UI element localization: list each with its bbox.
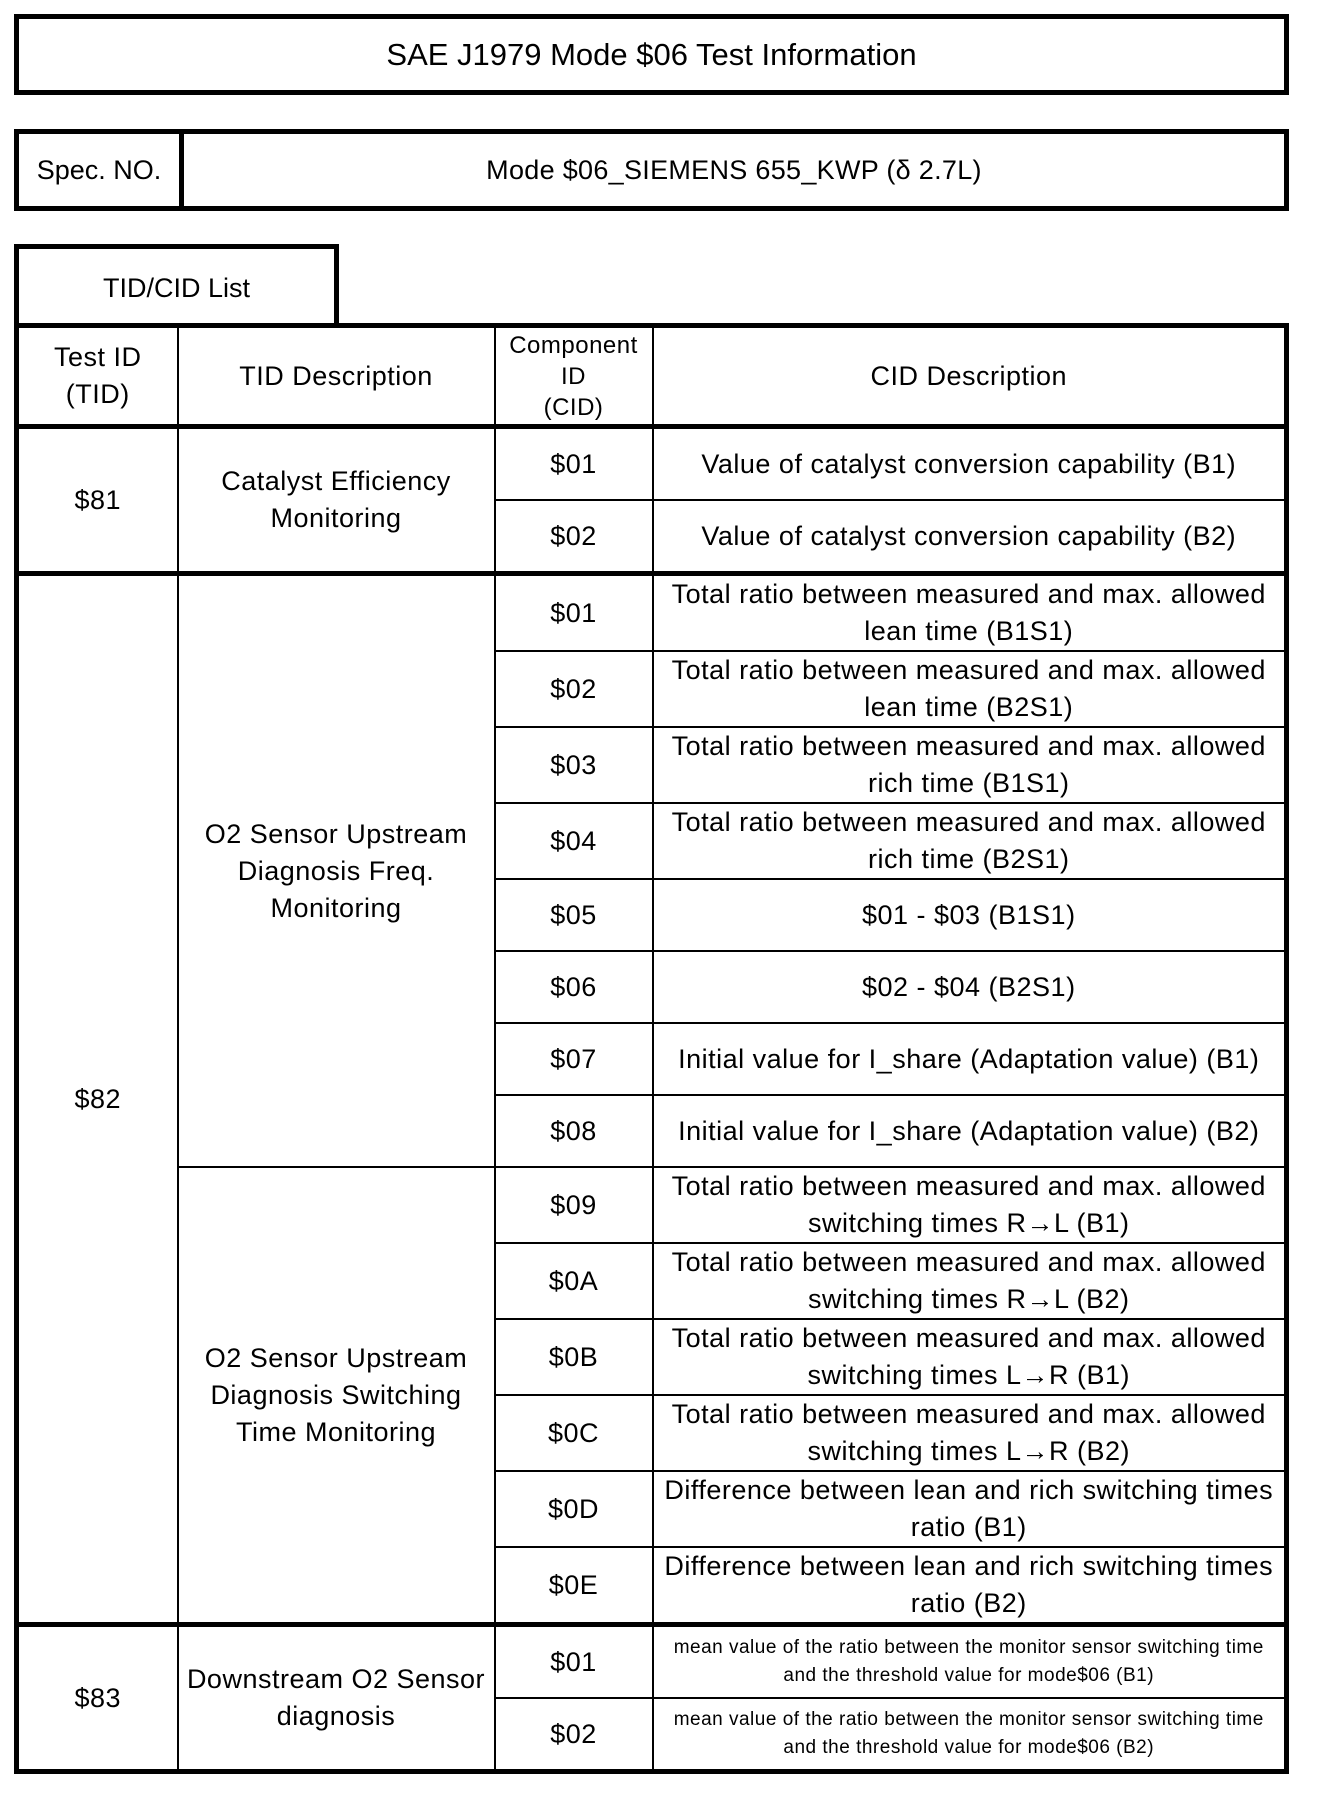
cid-description-cell: Total ratio between measured and max. allowed rich time (B1S1) bbox=[653, 727, 1287, 803]
header-cid: Component ID (CID) bbox=[495, 326, 653, 427]
cid-cell: $0D bbox=[495, 1471, 653, 1547]
cid-cell: $06 bbox=[495, 951, 653, 1023]
cid-description-cell: $02 - $04 (B2S1) bbox=[653, 951, 1287, 1023]
cid-description-cell: Initial value for I_share (Adaptation value) (B2) bbox=[653, 1095, 1287, 1167]
cid-cell: $01 bbox=[495, 427, 653, 501]
cid-cell: $05 bbox=[495, 879, 653, 951]
tid-cid-list-tab: TID/CID List bbox=[14, 244, 339, 328]
cid-description-cell: Total ratio between measured and max. allowed switching times R→L (B2) bbox=[653, 1243, 1287, 1319]
tid-cell: $83 bbox=[17, 1625, 178, 1772]
cid-description-cell: mean value of the ratio between the monitor sensor switching time and the threshold value for mode$06 (B1) bbox=[653, 1625, 1287, 1699]
cid-description-cell: Total ratio between measured and max. allowed rich time (B2S1) bbox=[653, 803, 1287, 879]
header-row bbox=[17, 326, 1287, 427]
header-cid-description: CID Description bbox=[653, 326, 1287, 427]
cid-description-cell: Total ratio between measured and max. allowed lean time (B2S1) bbox=[653, 651, 1287, 727]
cid-description-cell: Initial value for I_share (Adaptation value) (B1) bbox=[653, 1023, 1287, 1095]
spec-number-box bbox=[14, 129, 1289, 211]
cid-cell: $02 bbox=[495, 1698, 653, 1772]
cid-cell: $02 bbox=[495, 651, 653, 727]
cid-description-cell: Total ratio between measured and max. allowed switching times L→R (B2) bbox=[653, 1395, 1287, 1471]
table-row bbox=[17, 1625, 1287, 1699]
spec-value: Mode $06_SIEMENS 655_KWP (δ 2.7L) bbox=[486, 154, 982, 185]
cid-cell: $01 bbox=[495, 1625, 653, 1699]
tid-cid-table bbox=[14, 323, 1289, 1774]
cid-cell: $07 bbox=[495, 1023, 653, 1095]
table-row bbox=[17, 574, 1287, 652]
document-title: SAE J1979 Mode $06 Test Information bbox=[14, 14, 1289, 95]
cid-cell: $04 bbox=[495, 803, 653, 879]
cid-description-cell: mean value of the ratio between the monitor sensor switching time and the threshold value for mode$06 (B2) bbox=[653, 1698, 1287, 1772]
spec-label: Spec. NO. bbox=[19, 134, 184, 206]
tid-cell: $82 bbox=[17, 574, 178, 1625]
cid-description-cell: $01 - $03 (B1S1) bbox=[653, 879, 1287, 951]
cid-description-cell: Difference between lean and rich switching times ratio (B1) bbox=[653, 1471, 1287, 1547]
header-tid-description: TID Description bbox=[178, 326, 495, 427]
cid-cell: $01 bbox=[495, 574, 653, 652]
cid-description-cell: Value of catalyst conversion capability (B2) bbox=[653, 500, 1287, 574]
cid-cell: $03 bbox=[495, 727, 653, 803]
tid-description-cell: Catalyst Efficiency Monitoring bbox=[178, 427, 495, 574]
header-tid: Test ID (TID) bbox=[17, 326, 178, 427]
cid-cell: $0C bbox=[495, 1395, 653, 1471]
tid-description-cell: O2 Sensor Upstream Diagnosis Switching Time Monitoring bbox=[178, 1167, 495, 1625]
cid-cell: $0E bbox=[495, 1547, 653, 1625]
cid-cell: $08 bbox=[495, 1095, 653, 1167]
cid-description-cell: Total ratio between measured and max. allowed switching times R→L (B1) bbox=[653, 1167, 1287, 1243]
cid-cell: $09 bbox=[495, 1167, 653, 1243]
cid-description-cell: Difference between lean and rich switching times ratio (B2) bbox=[653, 1547, 1287, 1625]
table-row bbox=[17, 1167, 1287, 1243]
cid-description-cell: Value of catalyst conversion capability (B1) bbox=[653, 427, 1287, 501]
cid-description-cell: Total ratio between measured and max. allowed switching times L→R (B1) bbox=[653, 1319, 1287, 1395]
tid-cell: $81 bbox=[17, 427, 178, 574]
cid-cell: $0A bbox=[495, 1243, 653, 1319]
table-row bbox=[17, 427, 1287, 501]
tid-description-cell: Downstream O2 Sensor diagnosis bbox=[178, 1625, 495, 1772]
tid-description-cell: O2 Sensor Upstream Diagnosis Freq. Monitoring bbox=[178, 574, 495, 1168]
cid-description-cell: Total ratio between measured and max. allowed lean time (B1S1) bbox=[653, 574, 1287, 652]
cid-cell: $0B bbox=[495, 1319, 653, 1395]
cid-cell: $02 bbox=[495, 500, 653, 574]
